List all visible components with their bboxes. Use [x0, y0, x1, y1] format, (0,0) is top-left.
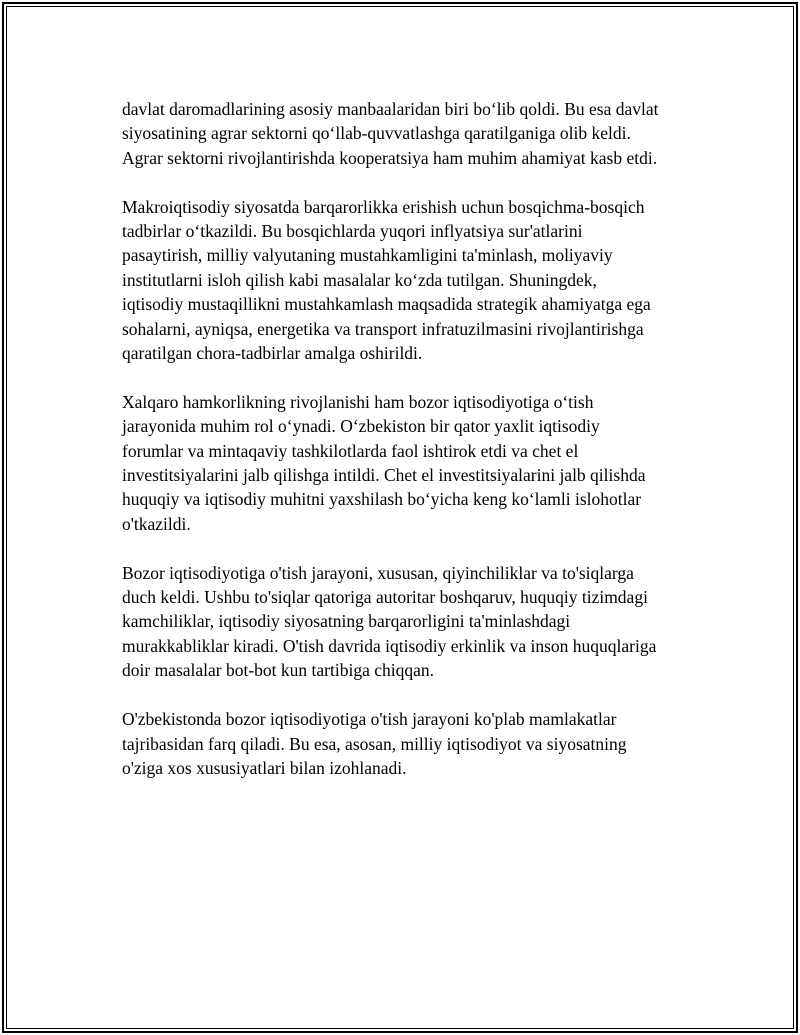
- paragraph-4: Bozor iqtisodiyotiga o'tish jarayoni, xususan, qiyinchiliklar va to'siqlarga duch keldi. Ushbu to'siqlar qatoriga autoritar boshqaruv, huquqiy tizimdagi kamchiliklar, iqtisodiy siyosatning barqarorligini ta'minlashdagi murakkabliklar kiradi. O'tish davrida iqtisodiy erkinlik va inson huquqlariga doir masalalar bot-bot kun tartibiga chiqqan.: [122, 562, 657, 681]
- paragraph-5: O'zbekistonda bozor iqtisodiyotiga o'tish jarayoni ko'plab mamlakatlar tajribasidan farq qiladi. Bu esa, asosan, milliy iqtisodiyot va siyosatning o'ziga xos xususiyatlari bilan izohlanadi.: [122, 709, 627, 778]
- paragraph-1: davlat daromadlarining asosiy manbaalaridan biri bo‘lib qoldi. Bu esa davlat siyosatining agrar sektorni qo‘llab-quvvatlashga qaratilganiga olib keldi. Agrar sektorni rivojlantirishda kooperatsiya ham muhim ahamiyat kasb etdi.: [122, 99, 659, 168]
- paragraph-3: Xalqaro hamkorlikning rivojlanishi ham bozor iqtisodiyotiga o‘tish jarayonida muhim rol o‘ynadi. O‘zbekiston bir qator yaxlit iqtisodiy forumlar va mintaqaviy tashkilotlarda faol ishtirok etdi va chet el investitsiyalarini jalb qilishga intildi. Chet el investitsiyalarini jalb qilishda huquqiy va iqtisodiy muhitni yaxshilash bo‘yicha keng ko‘lamli islohotlar o'tkazildi.: [122, 391, 646, 534]
- page-frame: [2, 2, 798, 1033]
- document-body: [122, 97, 702, 805]
- paragraph-2: Makroiqtisodiy siyosatda barqarorlikka erishish uchun bosqichma-bosqich tadbirlar o‘tkazildi. Bu bosqichlarda yuqori inflyatsiya sur'atlarini pasaytirish, milliy valyutaning mustahkamligini ta'minlash, moliyaviy institutlarni isloh qilish kabi masalalar ko‘zda tutilgan. Shuningdek, iqtisodiy mustaqillikni mustahkamlash maqsadida strategik ahamiyatga ega sohalarni, ayniqsa, energetika va transport infratuzilmasini rivojlantirishga qaratilgan chora-tadbirlar amalga oshirildi.: [122, 196, 651, 364]
